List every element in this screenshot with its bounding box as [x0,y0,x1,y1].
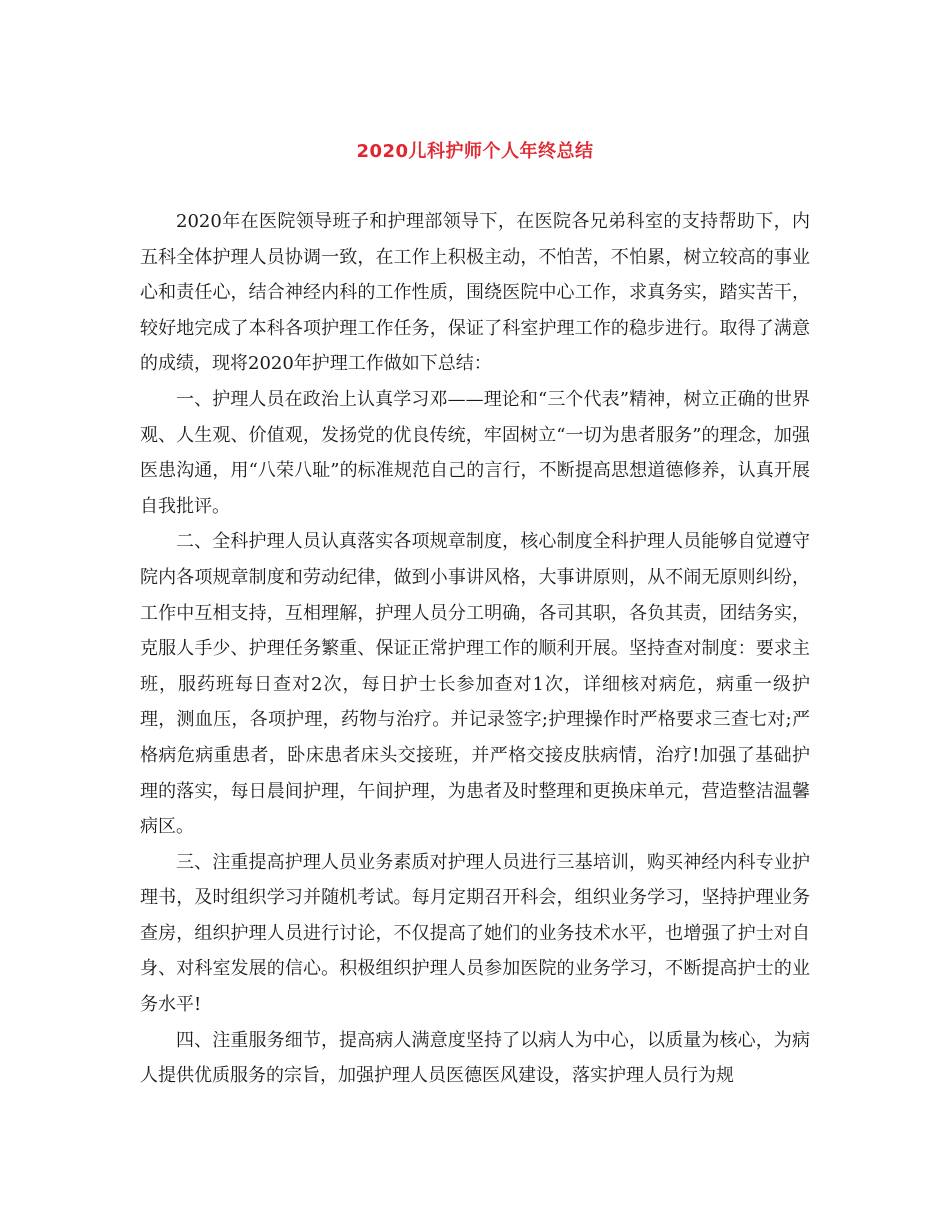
document-body [140,204,810,1094]
paragraph-section-3: 三、注重提高护理人员业务素质对护理人员进行三基培训，购买神经内科专业护理书，及时组织学习并随机考试。每月定期召开科会，组织业务学习，坚持护理业务查房，组织护理人员进行讨论，不仅提高了她们的业务技术水平，也增强了护士对自身、对科室发展的信心。积极组织护理人员参加医院的业务学习，不断提高护士的业务水平! [140,851,810,1016]
paragraph-section-4: 四、注重服务细节，提高病人满意度坚持了以病人为中心，以质量为核心，为病人提供优质服务的宗旨，加强护理人员医德医风建设，落实护理人员行为规 [140,1029,810,1087]
document-title: 2020儿科护师个人年终总结 [356,141,594,162]
paragraph-intro: 2020年在医院领导班子和护理部领导下，在医院各兄弟科室的支持帮助下，内五科全体护理人员协调一致，在工作上积极主动，不怕苦，不怕累，树立较高的事业心和责任心，结合神经内科的工作性质，围绕医院中心工作，求真务实，踏实苦干，较好地完成了本科各项护理工作任务，保证了科室护理工作的稳步进行。取得了满意的成绩，现将2020年护理工作做如下总结： [140,211,810,375]
paragraph-section-1: 一、护理人员在政治上认真学习邓——理论和“三个代表”精神，树立正确的世界观、人生观、价值观，发扬党的优良传统，牢固树立“一切为患者服务”的理念，加强医患沟通，用“八荣八耻”的标准规范自己的言行，不断提高思想道德修养，认真开展自我批评。 [140,388,810,517]
paragraph-section-2: 二、全科护理人员认真落实各项规章制度，核心制度全科护理人员能够自觉遵守院内各项规章制度和劳动纪律，做到小事讲风格，大事讲原则，从不闹无原则纠纷，工作中互相支持，互相理解，护理人员分工明确，各司其职，各负其责，团结务实，克服人手少、护理任务繁重、保证正常护理工作的顺利开展。坚持查对制度：要求主班，服药班每日查对2次，每日护士长参加查对1次，详细核对病危，病重一级护理，测血压，各项护理，药物与治疗。并记录签字;护理操作时严格要求三查七对;严格病危病重患者，卧床患者床头交接班，并严格交接皮肤病情，治疗!加强了基础护理的落实，每日晨间护理，午间护理，为患者及时整理和更换床单元，营造整洁温馨病区。 [140,531,810,838]
